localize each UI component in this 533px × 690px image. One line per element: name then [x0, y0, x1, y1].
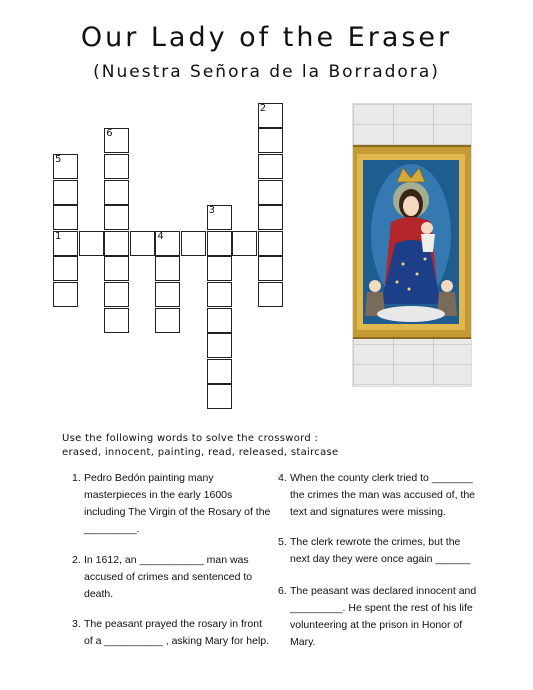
crossword-cell[interactable]: [104, 180, 129, 205]
crossword-cell[interactable]: [53, 154, 78, 179]
crossword-cell[interactable]: [232, 231, 257, 256]
crossword-cell[interactable]: [207, 231, 232, 256]
word-bank: [62, 432, 339, 460]
crossword-cell[interactable]: [207, 384, 232, 409]
crossword-cell[interactable]: [207, 256, 232, 281]
clue-number: 1.: [72, 472, 81, 484]
cell-number: 5: [55, 154, 62, 165]
cell-number: 6: [106, 128, 113, 140]
crossword-cell[interactable]: [258, 256, 283, 281]
crossword-cell[interactable]: [258, 282, 283, 307]
cell-number: 3: [208, 205, 215, 217]
crossword-cell[interactable]: [53, 231, 78, 256]
crossword-cell[interactable]: [53, 205, 78, 230]
crossword-cell[interactable]: [155, 256, 180, 281]
cell-number: 1: [55, 230, 62, 242]
crossword-cell[interactable]: [104, 231, 129, 256]
clue-text: Pedro Bedón painting many masterpieces in the early 1600s including The Virgin of the Rosary of the _________.: [84, 472, 271, 535]
crossword-cell[interactable]: [104, 308, 129, 333]
cell-number: 2: [259, 102, 267, 114]
crossword-cell[interactable]: [181, 231, 206, 256]
clue-number: 5.: [278, 536, 287, 548]
crossword-cell[interactable]: [104, 128, 129, 153]
crossword-cell[interactable]: [258, 154, 283, 179]
word-bank-instructions: Use the following words to solve the crossword :: [62, 433, 319, 444]
clue-text: The clerk rewrote the crimes, but the next day they were once again ______: [290, 536, 471, 565]
clue-text: The peasant was declared innocent and _________. He spent the rest of his life volunteering at the prison in Honor of Mary.: [290, 585, 477, 648]
cell-number: 4: [157, 230, 164, 242]
crossword-cell[interactable]: [130, 231, 155, 256]
crossword-cell[interactable]: [207, 205, 232, 230]
crossword-cell[interactable]: [258, 205, 283, 230]
page-subtitle: (Nuestra Señora de la Borradora): [93, 62, 440, 82]
crossword-cell[interactable]: [53, 282, 78, 307]
crossword-cell[interactable]: [207, 359, 232, 384]
crossword-cell[interactable]: [104, 282, 129, 307]
clue-number: 2.: [72, 554, 81, 566]
virgin-of-rosary-painting-icon: [352, 103, 472, 387]
page-title: Our Lady of the Eraser: [80, 22, 453, 53]
crossword-cell[interactable]: [207, 282, 232, 307]
clue-text: In 1612, an ___________ man was accused of crimes and sentenced to death.: [84, 554, 253, 600]
crossword-cell[interactable]: [258, 231, 283, 256]
crossword-cell[interactable]: [207, 308, 232, 333]
crossword-cell[interactable]: [258, 103, 283, 128]
crossword-cell[interactable]: [53, 256, 78, 281]
clue-text: When the county clerk tried to _______ the crimes the man was accused of, the text and signatures were missing.: [290, 472, 476, 518]
clue-number: 4.: [278, 472, 287, 484]
crossword-cell[interactable]: [155, 231, 180, 256]
crossword-cell[interactable]: [207, 333, 232, 358]
clue-number: 3.: [72, 618, 81, 630]
word-bank-words: erased, innocent, painting, read, released, staircase: [62, 447, 339, 458]
crossword-cell[interactable]: [79, 231, 104, 256]
clue-number: 6.: [278, 585, 287, 597]
crossword-cell[interactable]: [104, 205, 129, 230]
crossword-cell[interactable]: [155, 308, 180, 333]
clue-text: The peasant prayed the rosary in front of a __________ , asking Mary for help.: [84, 618, 270, 647]
crossword-cell[interactable]: [258, 180, 283, 205]
crossword-cell[interactable]: [53, 180, 78, 205]
crossword-cell[interactable]: [258, 128, 283, 153]
crossword-cell[interactable]: [104, 154, 129, 179]
crossword-cell[interactable]: [104, 256, 129, 281]
crossword-cell[interactable]: [155, 282, 180, 307]
